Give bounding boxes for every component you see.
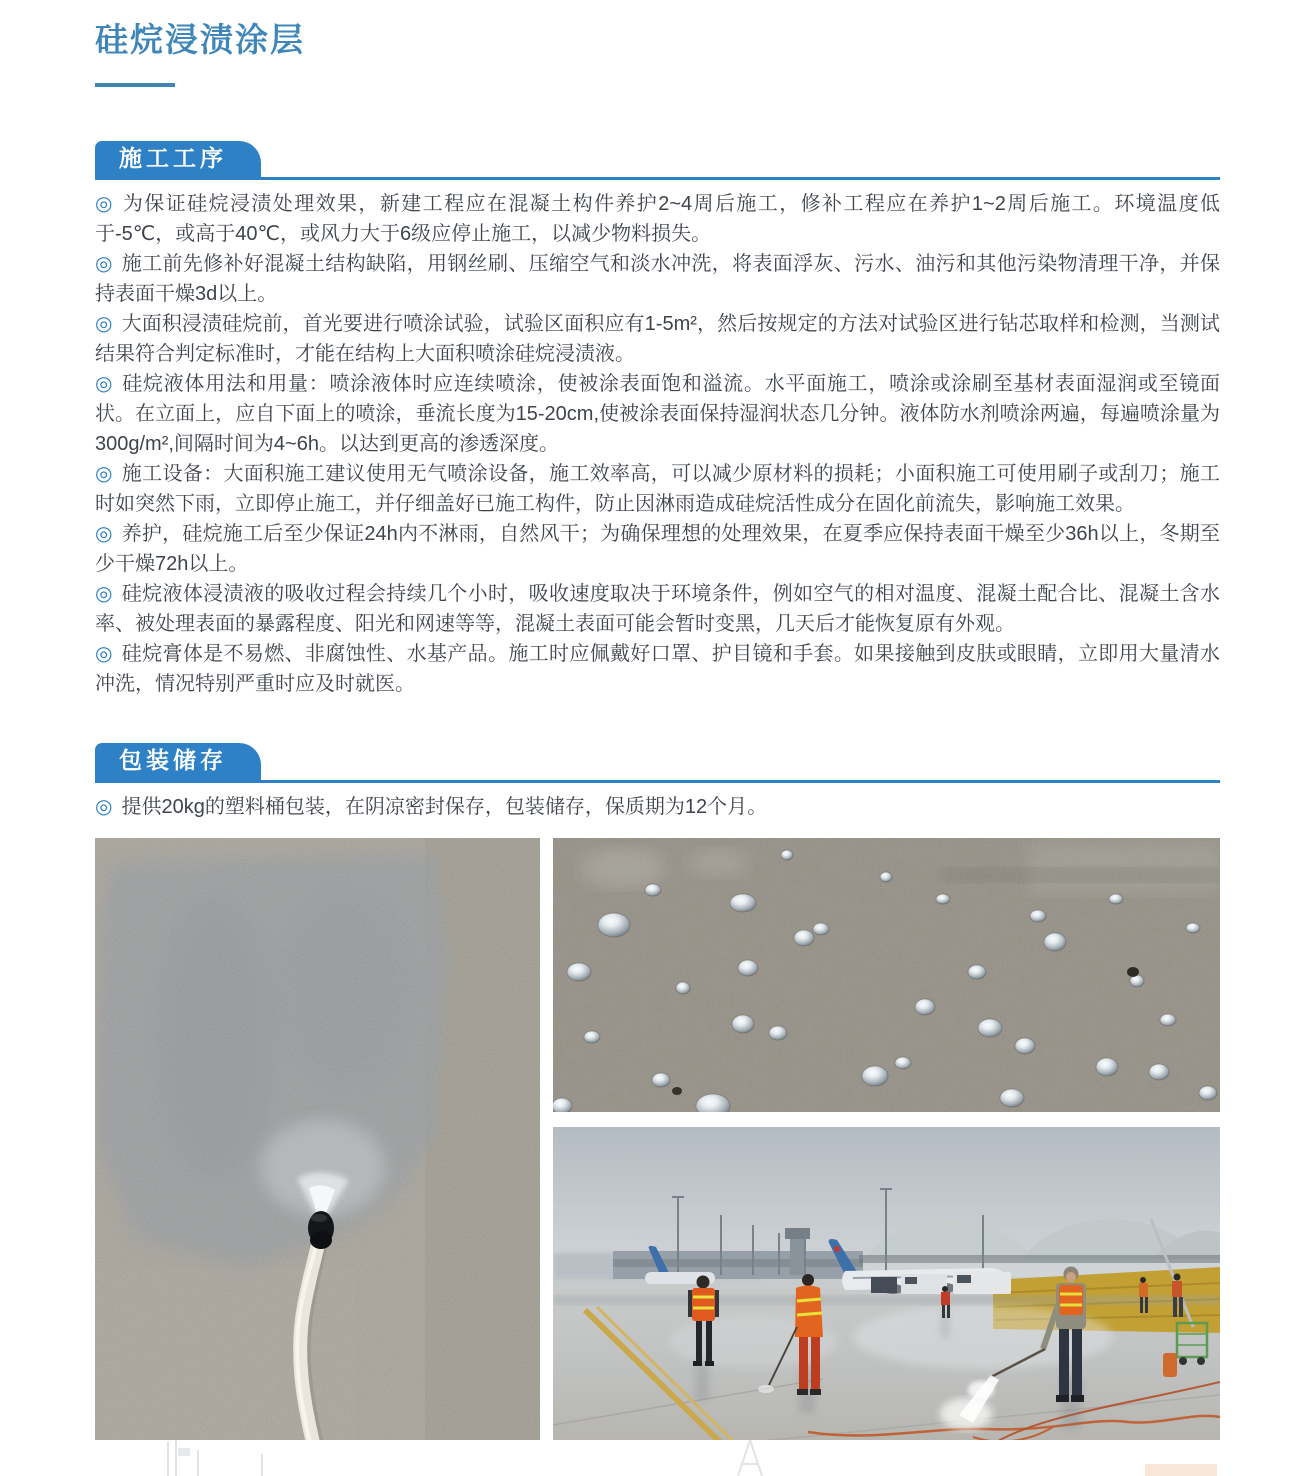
bullet-text: 提供20kg的塑料桶包装，在阴凉密封保存，包装储存，保质期为12个月。 [121,795,768,818]
bullet-text: 硅烷膏体是不易燃、非腐蚀性、水基产品。施工时应佩戴好口罩、护目镜和手套。如果接触到皮肤或眼睛，立即用大量清水冲洗，情况特别严重时应及时就医。 [95,643,1220,696]
bullet-item [95,639,1220,699]
bullet-item [95,309,1220,369]
photo-airport-apron-spraying [553,1127,1220,1447]
bullet-item [95,189,1220,249]
bullet-text: 施工前先修补好混凝土结构缺陷，用钢丝刷、压缩空气和淡水冲洗，将表面浮灰、污水、油污和其他污染物清理干净，并保持表面干燥3d以上。 [95,253,1220,306]
bullet-item [95,519,1220,579]
photo-grid [95,838,1220,1447]
photo-right-column [553,838,1220,1447]
section-construction-procedure [95,141,1220,699]
bullet-glyph: ◎ [95,373,114,396]
bullet-item [95,459,1220,519]
bullet-glyph: ◎ [95,253,113,276]
bullet-text: 大面积浸渍硅烷前，首光要进行喷涂试验，试验区面积应有1-5m²，然后按规定的方法对试验区进行钻芯取样和检测，当测试结果符合判定标准时，才能在结构上大面积喷涂硅烷浸渍液。 [95,313,1220,366]
bullet-text: 为保证硅烷浸渍处理效果，新建工程应在混凝土构件养护2~4周后施工，修补工程应在养护1~2周后施工。环境温度低于-5℃，或高于40℃，或风力大于6级应停止施工，以减少物料损失。 [95,193,1220,246]
photo-spray-application [95,838,540,1447]
section-heading-rule [95,780,1220,783]
section-heading-label: 包装储存 [119,747,227,774]
page-title: 硅烷浸渍涂层 [95,21,305,58]
bullet-glyph: ◎ [95,313,113,336]
bullet-item [95,792,1220,822]
bullet-list [95,189,1220,699]
bullet-glyph: ◎ [95,643,113,666]
bullet-list [95,792,1220,822]
photo-hydrophobic-droplets [553,838,1220,1112]
bullet-glyph: ◎ [95,463,113,486]
content-column [95,0,1220,1447]
bullet-glyph: ◎ [95,583,113,606]
title-underline [95,83,175,87]
bullet-item [95,249,1220,309]
bullet-glyph: ◎ [95,523,113,546]
section-heading-tab [95,141,261,177]
bullet-glyph: ◎ [95,193,114,216]
bullet-text: 硅烷液体浸渍液的吸收过程会持续几个小时，吸收速度取决于环境条件，例如空气的相对温度、混凝土配合比、混凝土含水率、被处理表面的暴露程度、阳光和网速等等，混凝土表面可能会暂时变黑，几天后才能恢复原有外观。 [95,583,1220,636]
bottom-ghost-marks [0,1440,1290,1476]
bullet-text: 养护，硅烷施工后至少保证24h内不淋雨，自然风干；为确保理想的处理效果，在夏季应保持表面干燥至少36h以上，冬期至少干燥72h以上。 [95,523,1220,576]
bottom-strip [0,1440,1290,1476]
bullet-glyph: ◎ [95,795,113,818]
section-heading-rule [95,177,1220,180]
bullet-text: 硅烷液体用法和用量：喷涂液体时应连续喷涂，使被涂表面饱和溢流。水平面施工，喷涂或涂刷至基材表面湿润或至镜面状。在立面上，应自下面上的喷涂，垂流长度为15-20cm,使被涂表面保持湿润状态几分钟。液体防水剂喷涂两遍，每遍喷涂量为300g/m²,间隔时间为4~6h。以达到更高的渗透深度。 [95,373,1221,456]
section-packaging-storage [95,743,1220,821]
section-heading-label: 施工工序 [119,145,227,171]
section-heading-tab [95,743,261,779]
bullet-text: 施工设备：大面积施工建议使用无气喷涂设备，施工效率高，可以减少原材料的损耗；小面积施工可使用刷子或刮刀；施工时如突然下雨，立即停止施工，并仔细盖好已施工构件，防止因淋雨造成硅烷活性成分在固化前流失，影响施工效果。 [95,463,1220,516]
bullet-item [95,579,1220,639]
bullet-item [95,369,1220,459]
spray-nozzle [308,1211,334,1249]
